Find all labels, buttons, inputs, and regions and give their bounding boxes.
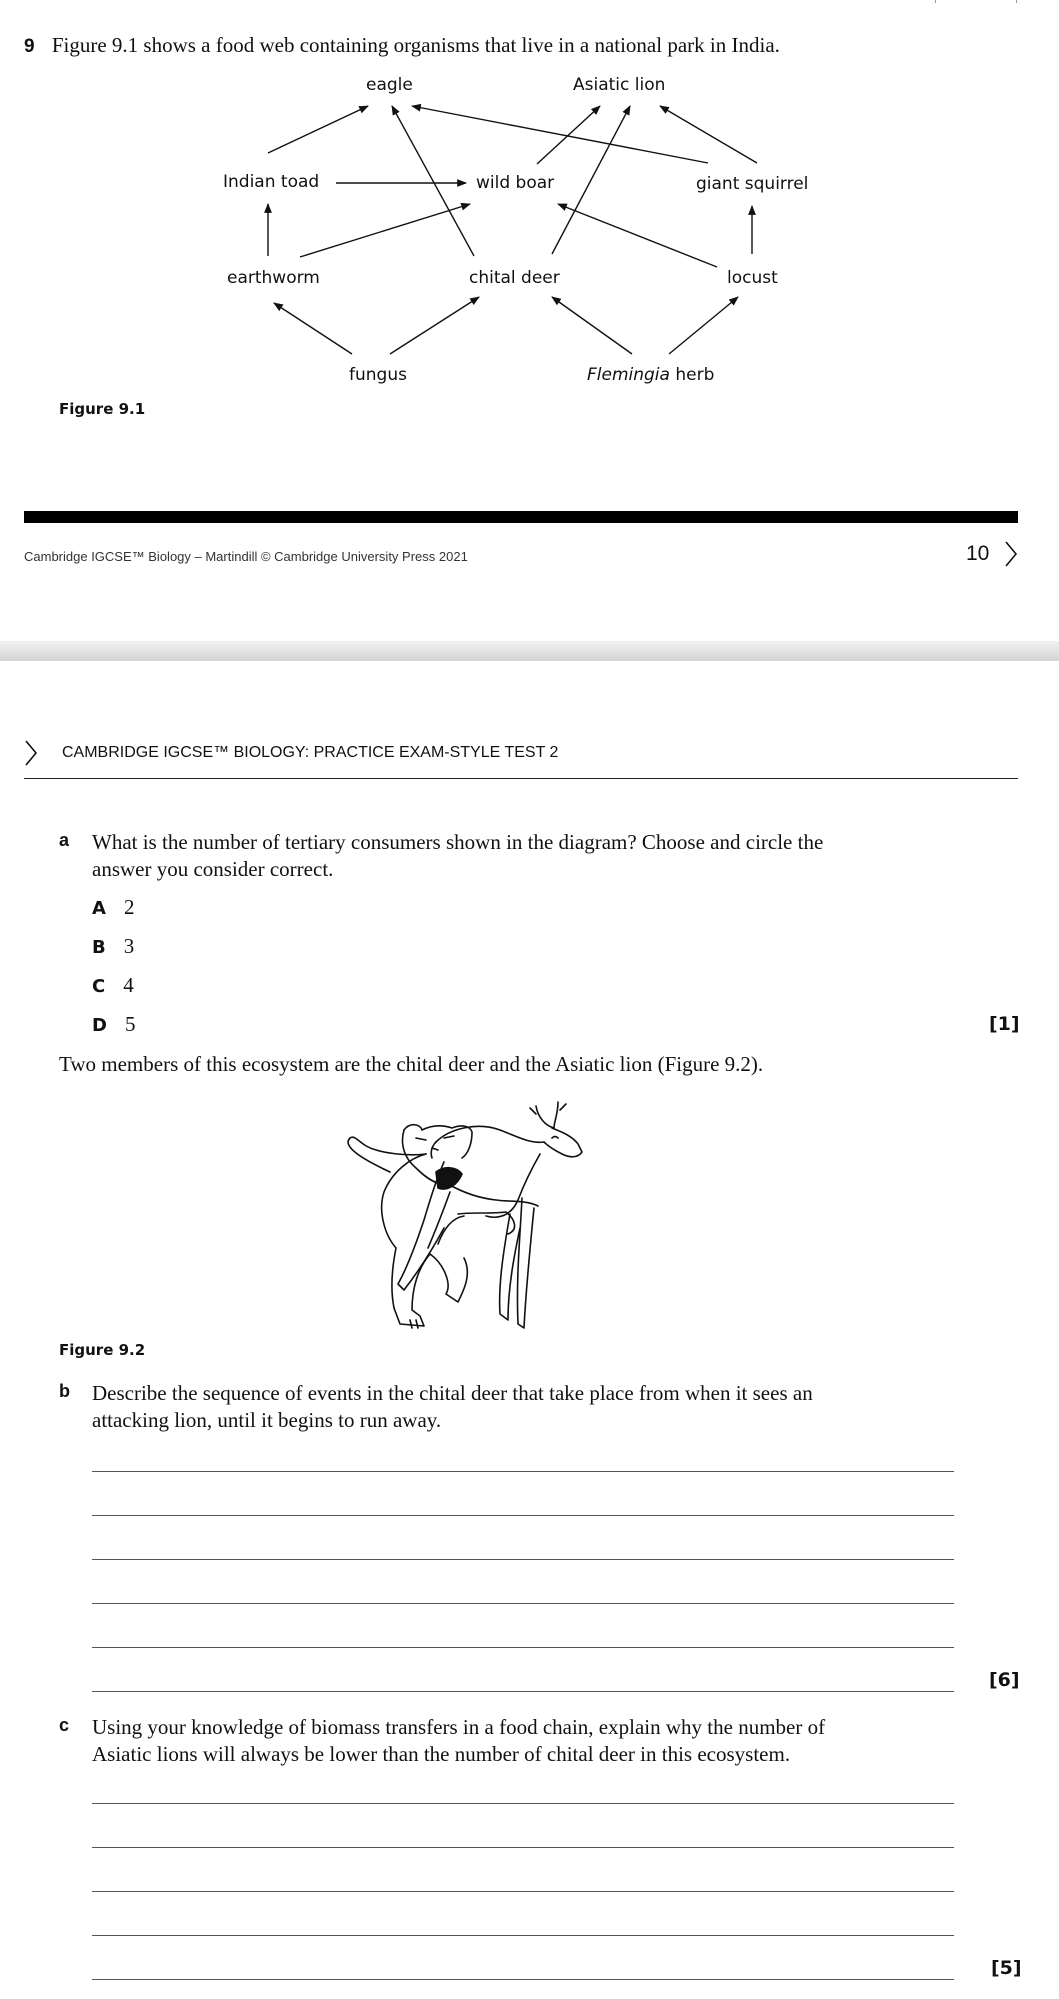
- arrow-herb-to-locust: [669, 297, 738, 354]
- footer-page-number: 10: [966, 542, 990, 565]
- node-earthworm: earthworm: [227, 268, 320, 288]
- flemingia-suffix: herb: [669, 365, 715, 385]
- option-d[interactable]: [92, 1012, 135, 1037]
- lion-deer-illustration: [340, 1088, 710, 1338]
- figure-9-2-caption: Figure 9.2: [59, 1341, 146, 1359]
- part-c-line1: Using your knowledge of biomass transfers in a food chain, explain why the number of: [92, 1715, 826, 1739]
- node-chital-deer: chital deer: [469, 268, 560, 288]
- page-header-title: CAMBRIDGE IGCSE™ BIOLOGY: PRACTICE EXAM-STYLE TEST 2: [62, 744, 559, 761]
- option-c[interactable]: [92, 973, 134, 998]
- part-b-line1: Describe the sequence of events in the chital deer that take place from when it sees an: [92, 1381, 813, 1405]
- arrow-toad-to-eagle: [268, 106, 368, 153]
- part-a-line1: What is the number of tertiary consumers shown in the diagram? Choose and circle the: [92, 830, 824, 854]
- part-b-answer-line-6[interactable]: [92, 1691, 954, 1692]
- flemingia-genus: Flemingia: [587, 365, 670, 385]
- question-intro-text: Figure 9.1 shows a food web containing organisms that live in a national park in India.: [51, 33, 780, 57]
- arrow-fungus-to-earthworm: [274, 303, 352, 354]
- part-c-answer-line-2[interactable]: [92, 1847, 954, 1848]
- arrow-deer-to-lion: [552, 106, 630, 254]
- arrow-locust-to-boar: [558, 204, 717, 267]
- footer-rule: [24, 511, 1018, 523]
- node-flemingia-herb: [587, 365, 714, 385]
- option-b[interactable]: [92, 934, 134, 959]
- next-page-chevron-icon: [1004, 540, 1018, 568]
- part-c-answer-line-4[interactable]: [92, 1935, 954, 1936]
- part-b-answer-line-2[interactable]: [92, 1515, 954, 1516]
- part-c-letter: c: [59, 1715, 70, 1735]
- interlude-text: Two members of this ecosystem are the chital deer and the Asiatic lion (Figure 9.2).: [59, 1052, 764, 1076]
- node-eagle: eagle: [366, 75, 413, 95]
- option-d-value: 5: [124, 1012, 136, 1036]
- node-wild-boar: wild boar: [476, 173, 555, 193]
- page-break-band: [0, 641, 1059, 661]
- node-fungus: fungus: [349, 365, 407, 385]
- part-b-answer-line-3[interactable]: [92, 1559, 954, 1560]
- header-chevron-icon: [24, 739, 38, 767]
- part-b-answer-line-5[interactable]: [92, 1647, 954, 1648]
- part-c-answer-line-1[interactable]: [92, 1803, 954, 1804]
- part-b-answer-line-1[interactable]: [92, 1471, 954, 1472]
- part-b-line2: attacking lion, until it begins to run away.: [92, 1408, 442, 1432]
- arrow-deer-to-eagle: [392, 106, 474, 256]
- question-number: 9: [24, 36, 35, 57]
- option-b-value: 3: [123, 934, 135, 958]
- part-a-marks: [1]: [989, 1013, 1020, 1035]
- part-b-marks: [6]: [989, 1669, 1020, 1691]
- option-a[interactable]: [92, 895, 134, 920]
- figure-9-1-caption: Figure 9.1: [59, 400, 146, 418]
- part-a-line2: answer you consider correct.: [92, 857, 334, 881]
- arrow-boar-to-lion: [537, 106, 600, 164]
- arrow-squirrel-to-lion: [660, 106, 757, 163]
- option-c-value: 4: [123, 973, 134, 997]
- part-c-line2: Asiatic lions will always be lower than the number of chital deer in this ecosystem.: [92, 1742, 791, 1766]
- arrow-earthworm-to-boar: [300, 204, 470, 257]
- option-b-letter: B: [92, 937, 106, 958]
- part-a-letter: a: [59, 830, 70, 850]
- footer-credit: Cambridge IGCSE™ Biology – Martindill © Cambridge University Press 2021: [24, 549, 468, 564]
- option-d-letter: D: [92, 1015, 107, 1036]
- part-c-answer-line-5[interactable]: [92, 1979, 954, 1980]
- node-giant-squirrel: giant squirrel: [696, 174, 809, 194]
- node-asiatic-lion: Asiatic lion: [573, 75, 666, 95]
- arrow-squirrel-to-eagle: [412, 106, 708, 163]
- node-indian-toad: Indian toad: [223, 172, 320, 192]
- arrow-fungus-to-deer: [390, 297, 479, 354]
- arrow-herb-to-deer: [552, 297, 632, 354]
- question-intro-row: [24, 33, 780, 58]
- part-c-marks: [5]: [991, 1957, 1022, 1979]
- header-rule: [24, 778, 1018, 779]
- option-c-letter: C: [92, 976, 106, 997]
- option-a-letter: A: [92, 898, 106, 919]
- food-web-diagram: [0, 60, 1059, 420]
- top-crop-mark: [935, 0, 1017, 3]
- part-c-answer-line-3[interactable]: [92, 1891, 954, 1892]
- option-a-value: 2: [123, 895, 135, 919]
- part-b-answer-line-4[interactable]: [92, 1603, 954, 1604]
- node-locust: locust: [727, 268, 778, 288]
- part-b-letter: b: [59, 1381, 70, 1401]
